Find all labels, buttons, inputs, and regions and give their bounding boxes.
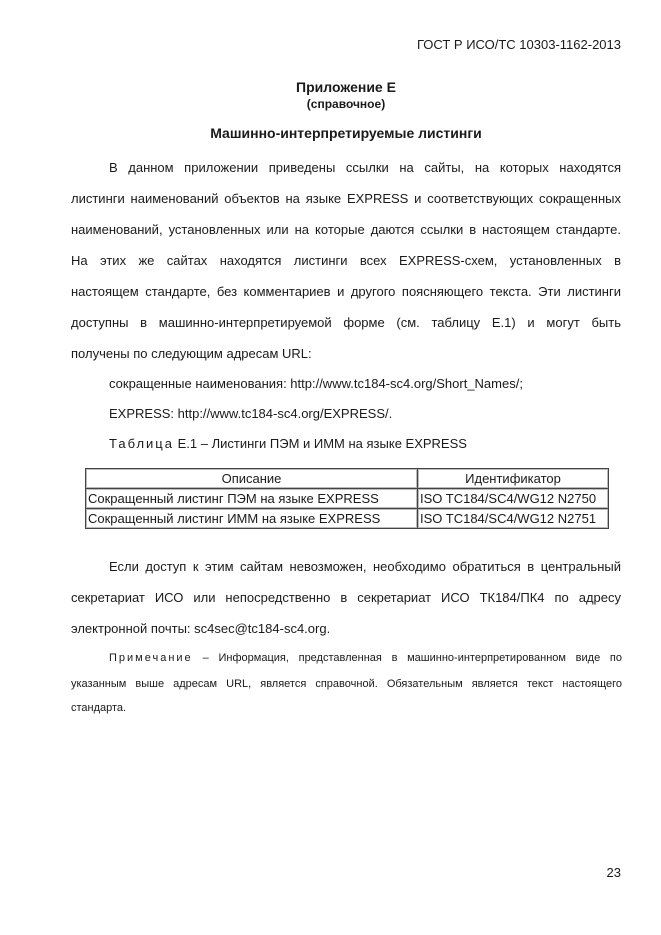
access-line: Если доступ к этим сайтам невозможен, необходимо обратиться в центральный (109, 559, 621, 574)
page-number: 23 (606, 865, 621, 880)
table-header-row (86, 469, 609, 489)
table-header-description: Описание (86, 469, 418, 489)
paragraph-line: настоящем стандарте, без комментариев и другого поясняющего текста. Эти листинги (71, 284, 621, 299)
table-cell-description: Сокращенный листинг ПЭМ на языке EXPRESS (86, 489, 418, 509)
paragraph-line: На этих же сайтах находятся листинги всех EXPRESS-схем, установленных в (71, 253, 621, 268)
paragraph-line: доступны в машинно-интерпретируемой форме (см. таблицу Е.1) и могут быть (71, 315, 621, 330)
standard-header: ГОСТ Р ИСО/ТС 10303-1162-2013 (416, 37, 621, 52)
table-cell-identifier: ISO TC184/SC4/WG12 N2750 (418, 489, 609, 509)
table-cell-description: Сокращенный листинг ИММ на языке EXPRESS (86, 509, 418, 529)
table-caption-text: Е.1 – Листинги ПЭМ и ИММ на языке EXPRESS (177, 436, 467, 451)
note-first-line (109, 652, 622, 664)
table-row (86, 489, 609, 509)
access-line: электронной почты: sc4sec@tc184-sc4.org. (71, 621, 331, 636)
table-caption (109, 436, 467, 451)
appendix-subtitle: (справочное) (306, 97, 386, 111)
paragraph-line: наименований, установленных или на которые даются ссылки в настоящем стандарте. (71, 222, 621, 237)
paragraph-line: получены по следующим адресам URL: (71, 346, 312, 361)
paragraph-line: листинги наименований объектов на языке EXPRESS и соответствующих сокращенных (71, 191, 621, 206)
note-line: – Информация, представленная в машинно-интерпретированном виде по (202, 652, 622, 664)
note-line: указанным выше адресам URL, является справочной. Обязательным является текст настоящего (71, 678, 622, 690)
table-row (86, 509, 609, 529)
paragraph-line: В данном приложении приведены ссылки на сайты, на которых находятся (109, 160, 621, 175)
appendix-title: Приложение Е (296, 79, 396, 95)
note-line: стандарта. (71, 702, 127, 714)
access-line: секретариат ИСО или непосредственно в секретариат ИСО ТК184/ПК4 по адресу (71, 590, 621, 605)
section-heading: Машинно-интерпретируемые листинги (210, 125, 482, 141)
table-caption-label: Таблица (109, 436, 174, 451)
short-names-url: сокращенные наименования: http://www.tc184-sc4.org/Short_Names/; (109, 376, 523, 391)
express-url: EXPRESS: http://www.tc184-sc4.org/EXPRESS/. (109, 406, 393, 421)
table-header-identifier: Идентификатор (418, 469, 609, 489)
table-cell-identifier: ISO TC184/SC4/WG12 N2751 (418, 509, 609, 529)
listings-table (85, 468, 609, 529)
note-label: Примечание (109, 652, 193, 664)
